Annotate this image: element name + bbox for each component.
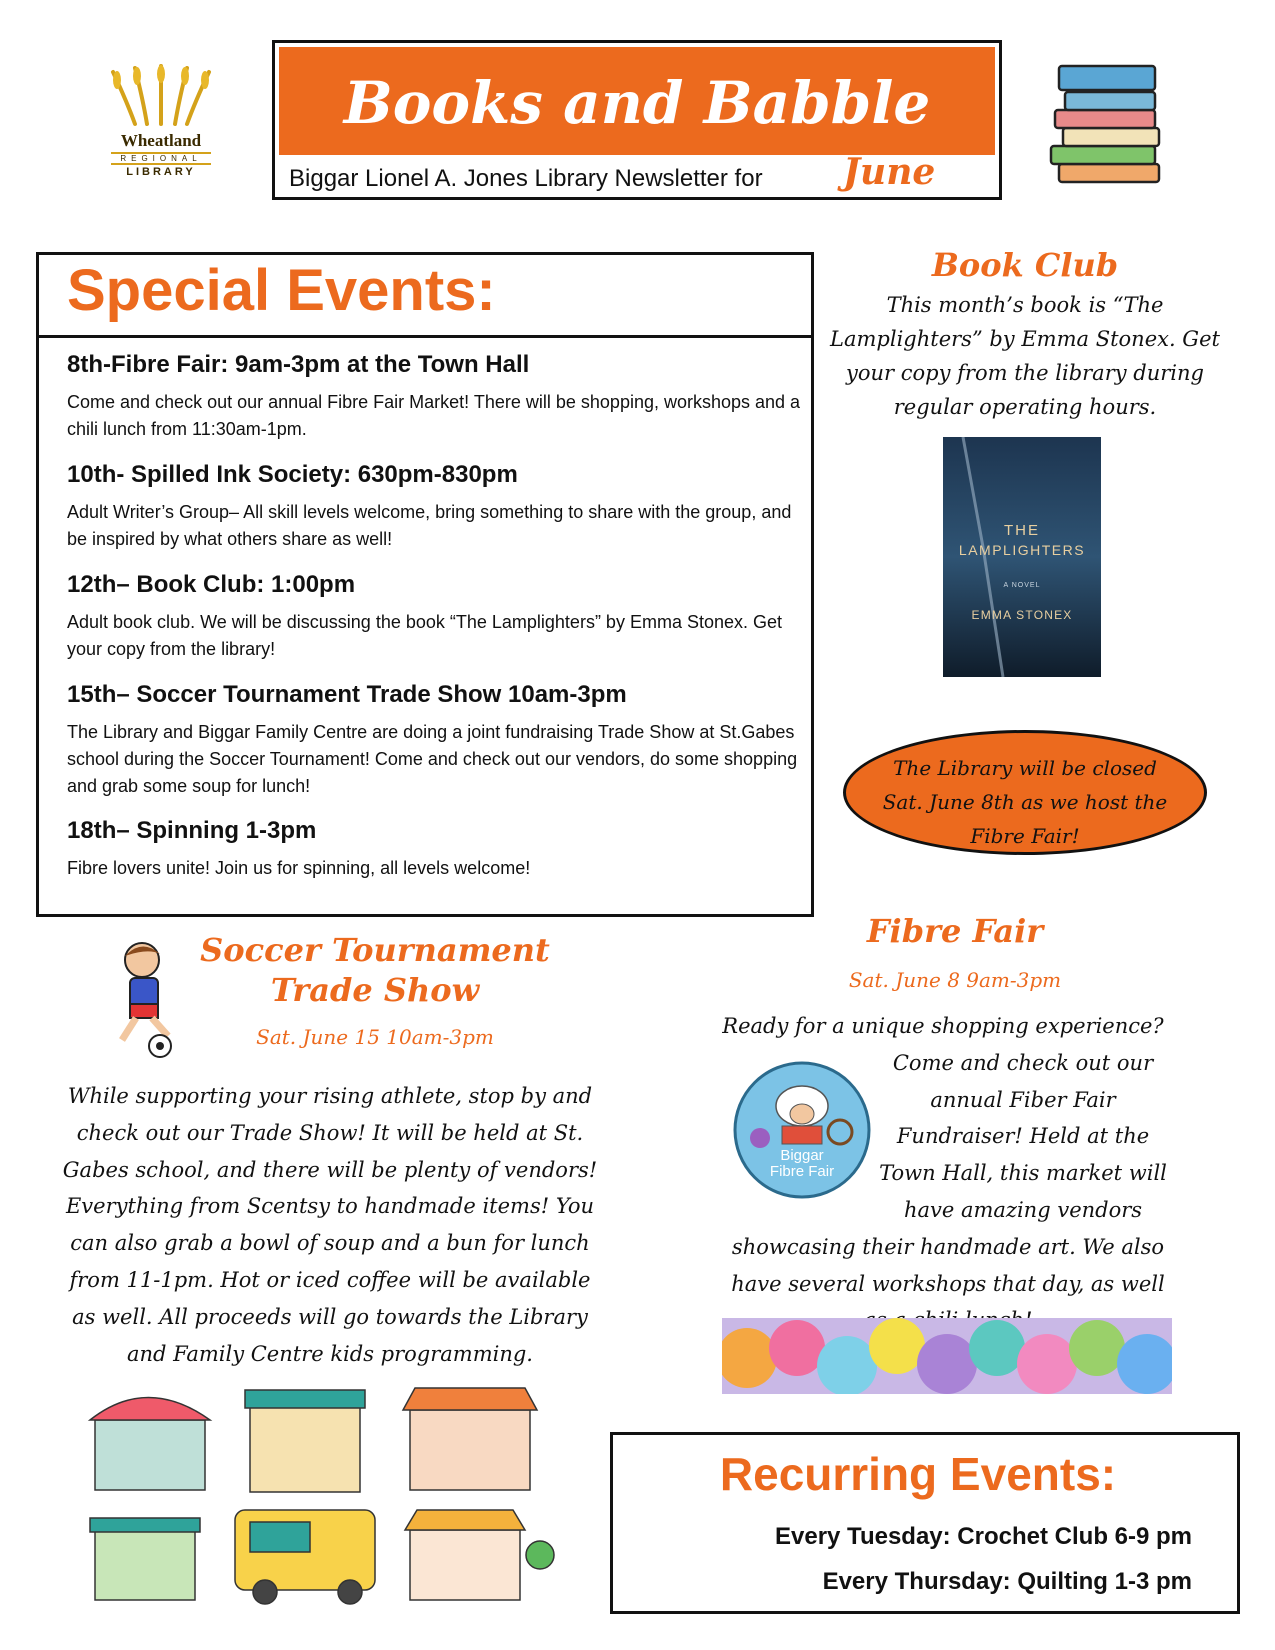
cover-title-1: THE [1004, 522, 1040, 539]
event-heading: 18th– Spinning 1-3pm [67, 817, 317, 844]
event-heading: 12th– Book Club: 1:00pm [67, 571, 356, 598]
event-description: Adult Writer’s Group– All skill levels welcome, bring something to share with the group, and be inspired by what others share as well! [67, 502, 792, 549]
cover-title-2: LAMPLIGHTERS [958, 542, 1086, 558]
recurring-events-title: Recurring Events: [719, 1448, 1117, 1500]
soccer-title-line1: Soccer Tournament [200, 931, 550, 969]
event-description: Adult book club. We will be discussing the book “The Lamplighters” by Emma Stonex. Get your copy from the library! [67, 612, 783, 659]
fibre-fair-date: Sat. June 8 9am-3pm [848, 968, 1062, 992]
recurring-event-thursday: Every Thursday: Quilting 1-3 pm [822, 1568, 1192, 1595]
book-club-text: This month’s book is “The Lamplighters” by Emma Stonex. Get your copy from the library during regular operating hours. [830, 293, 1220, 419]
soccer-title-line2: Trade Show [270, 971, 480, 1009]
event-heading: 10th- Spilled Ink Society: 630pm-830pm [67, 461, 518, 488]
logo-regional: REGIONAL [111, 152, 211, 165]
book-cover-image [943, 437, 1101, 677]
soccer-kid-icon [108, 940, 188, 1060]
special-events-panel [36, 252, 814, 917]
book-club-title: Book Club [931, 246, 1119, 284]
recurring-event-tuesday: Every Tuesday: Crochet Club 6-9 pm [775, 1523, 1192, 1550]
event-heading: 8th-Fibre Fair: 9am-3pm at the Town Hall [67, 351, 530, 378]
event-spinning [67, 817, 801, 882]
event-fibre-fair [67, 351, 801, 443]
fibre-logo-line2: Fibre Fair [769, 1163, 835, 1180]
wheatland-library-logo [105, 62, 217, 182]
event-heading: 15th– Soccer Tournament Trade Show 10am-3pm [67, 681, 627, 708]
event-book-club [67, 571, 801, 663]
event-description: Come and check out our annual Fibre Fair Market! There will be shopping, workshops and a chili lunch from 11:30am-1pm. [67, 392, 801, 439]
newsletter-month: June [843, 151, 936, 193]
recurring-events-panel [610, 1432, 1240, 1614]
book-stack-icon [1045, 56, 1175, 188]
biggar-fibre-fair-logo [732, 1060, 872, 1200]
soccer-description: While supporting your rising athlete, stop by and check out our Trade Show! It will be held at St. Gabes school, and there will be plenty of vendors! Everything from Scentsy to handmade items! You can also grab a bowl of soup and a bun for lunch from 11-1pm. Hot or iced coffee will be available as well. All proceeds will go towards the Library and Family Centre kids programming. [62, 1084, 598, 1366]
masthead [272, 40, 1002, 200]
fibre-fair-lead: Ready for a unique shopping experience? [722, 1014, 1164, 1038]
closure-notice-text: The Library will be closed Sat. June 8th as we host the Fibre Fair! [882, 756, 1168, 848]
soccer-title [190, 930, 560, 1010]
soccer-date: Sat. June 15 10am-3pm [256, 1025, 494, 1049]
logo-name: Wheatland [120, 131, 202, 150]
cover-author: EMMA STONEX [971, 608, 1073, 622]
event-spilled-ink [67, 461, 801, 553]
wheat-icon [105, 62, 217, 128]
masthead-band [279, 47, 995, 155]
special-events-title: Special Events: [67, 258, 496, 323]
event-description: The Library and Biggar Family Centre are doing a joint fundraising Trade Show at St.Gabes school during the Soccer Tournament! Come and check out our vendors, do some shopping and grab some soup for lunch! [67, 722, 798, 796]
newsletter-title: Books and Babble [343, 69, 931, 137]
fibre-fair-title: Fibre Fair [866, 912, 1044, 950]
divider [39, 335, 811, 338]
fibre-fair-body: Come and check out our annual Fiber Fair Fundraiser! Held at the Town Hall, this market will have amazing vendors showcasing their handmade art. We also have several workshops that day, as well [731, 1050, 1167, 1296]
newsletter-subtitle: Biggar Lionel A. Jones Library Newsletter for [289, 165, 763, 192]
fibre-logo-line1: Biggar [780, 1147, 824, 1164]
yarn-balls-image [722, 1318, 1172, 1394]
event-soccer-trade-show [67, 681, 801, 800]
event-description: Fibre lovers unite! Join us for spinning, all levels welcome! [67, 858, 531, 878]
cover-subtitle: A NOVEL [1003, 582, 1041, 589]
closure-notice [843, 730, 1207, 855]
market-stalls-illustration [85, 1380, 555, 1610]
logo-library: LIBRARY [126, 166, 196, 178]
